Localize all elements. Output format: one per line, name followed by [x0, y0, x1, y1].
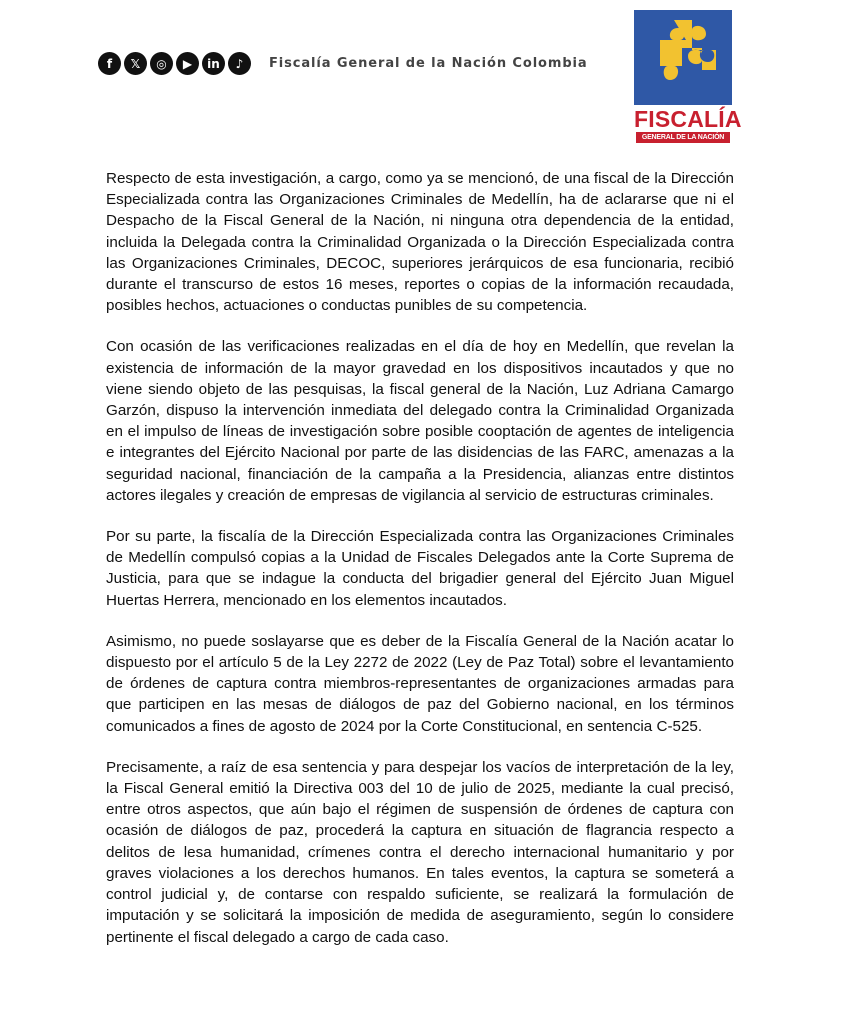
- puzzle-piece-icon: [634, 10, 732, 105]
- paragraph: Por su parte, la fiscalía de la Dirección Especializada contra las Organizaciones Criminales de Medellín compulsó copias a la Unidad de Fiscales Delegados ante la Corte Suprema de Justicia, para que se indague la conducta del brigadier general del Ejército Juan Miguel Huertas Herrera, mencionado en los elementos incautados.: [106, 528, 734, 609]
- paragraph: Con ocasión de las verificaciones realizadas en el día de hoy en Medellín, que revelan la existencia de información de la mayor gravedad en los dispositivos incautados y que no viene siendo objeto de las pesquisas, la fiscal general de la Nación, Luz Adriana Camargo Garzón, dispuso la intervención inmediata del delegado contra la Criminalidad Organizada en el impulso de líneas de investigación sobre posible cooptación de agentes de inteligencia e integrantes del Ejército Nacional por parte de las disidencias de las FARC, amenazas a la seguridad nacional, financiación de la campaña a la Presidencia, alianzas entre distintos actores ilegales y creación de empresas de vigilancia al servicio de estructuras criminales.: [106, 338, 734, 504]
- social-links: [98, 52, 251, 75]
- tiktok-icon[interactable]: ♪: [228, 52, 251, 75]
- org-name: Fiscalía General de la Nación Colombia: [269, 56, 588, 71]
- linkedin-icon[interactable]: in: [202, 52, 225, 75]
- paragraph: Respecto de esta investigación, a cargo, como ya se mencionó, de una fiscal de la Dirección Especializada contra las Organizaciones Criminales de Medellín, ha de aclararse que ni el Despacho de la Fiscal General de la Nación, ni ninguna otra dependencia de la entidad, incluida la Delegada contra la Criminalidad Organizada o la Dirección Especializada contra las Organizaciones Criminales, DECOC, superiores jerárquicos de esa funcionaria, recibió durante el transcurso de estos 16 meses, reportes o copias de la información recaudada, posibles hechos, actuaciones o conductas punibles de su competencia.: [106, 170, 734, 315]
- logo-subtitle: GENERAL DE LA NACIÓN: [636, 132, 730, 143]
- document-body: [106, 168, 734, 968]
- x-icon[interactable]: 𝕏: [124, 52, 147, 75]
- paragraph: Asimismo, no puede soslayarse que es deber de la Fiscalía General de la Nación acatar lo dispuesto por el artículo 5 de la Ley 2272 de 2022 (Ley de Paz Total) sobre el levantamiento de órdenes de captura contra miembros-representantes de organizaciones armadas para que participen en las mesas de diálogos de paz del Gobierno nacional, en los términos comunicados a fines de agosto de 2024 por la Corte Constitucional, en sentencia C-525.: [106, 632, 734, 735]
- logo-wordmark: FISCALÍA: [634, 106, 742, 132]
- youtube-icon[interactable]: ▶: [176, 52, 199, 75]
- fiscalia-logo: [634, 10, 742, 143]
- facebook-icon[interactable]: f: [98, 52, 121, 75]
- paragraph: Precisamente, a raíz de esa sentencia y para despejar los vacíos de interpretación de la ley, la Fiscal General emitió la Directiva 003 del 10 de julio de 2025, mediante la cual precisó, entre otros aspectos, que aún bajo el régimen de suspensión de órdenes de captura con ocasión de diálogos de paz, procederá la captura en situación de flagrancia respecto a delitos de lesa humanidad, crímenes contra el derecho internacional humanitario y por graves violaciones a los derechos humanos. En tales eventos, la captura se someterá a control judicial y, de contarse con respaldo suficiente, se realizará la formulación de imputación y se solicitará la imposición de medida de aseguramiento, según lo considere pertinente el fiscal delegado a cargo de cada caso.: [106, 758, 734, 946]
- instagram-icon[interactable]: ◎: [150, 52, 173, 75]
- letterhead: [98, 52, 588, 75]
